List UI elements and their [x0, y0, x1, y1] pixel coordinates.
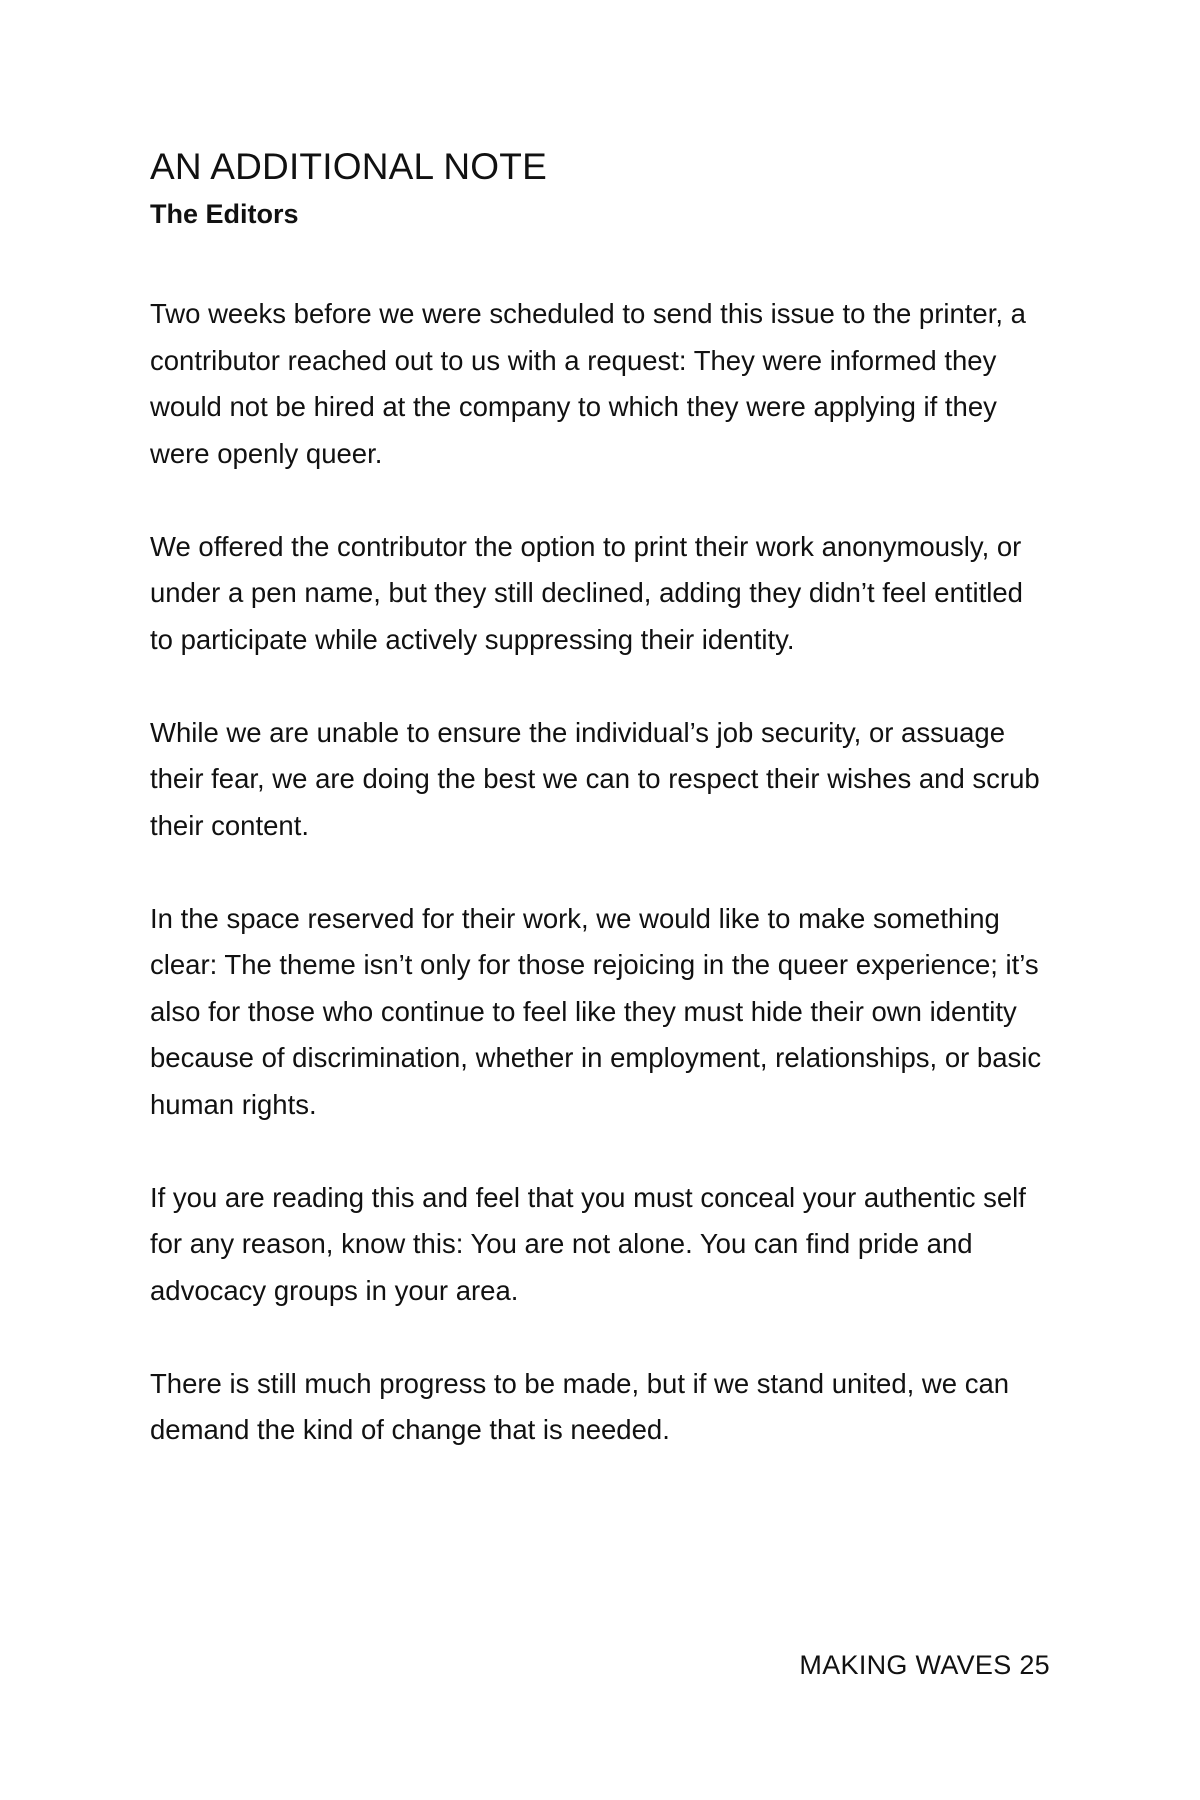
paragraph-4: In the space reserved for their work, we would like to make something clear: The theme isn’t only for those rejoicing in the queer experience; it’s also for those who continue to feel like they must hide their own identity because of discrimination, whether in employment, relationships, or basic human rights. — [150, 902, 1042, 1120]
article-byline: The Editors — [150, 199, 299, 229]
paragraph-3: While we are unable to ensure the individual’s job security, or assuage their fear, we are doing the best we can to respect their wishes and scrub their content. — [150, 716, 1040, 841]
publication-name: MAKING WAVES — [799, 1650, 1012, 1680]
paragraph-6: There is still much progress to be made, but if we stand united, we can demand the kind of change that is needed. — [150, 1367, 1010, 1445]
paragraph-5: If you are reading this and feel that you must conceal your authentic self for any reason, know this: You are not alone. You can find pride and advocacy groups in your area. — [150, 1181, 1026, 1306]
page-footer — [799, 1648, 1050, 1682]
article — [150, 145, 1050, 1500]
paragraph-1: Two weeks before we were scheduled to send this issue to the printer, a contributor reached out to us with a request: They were informed they would not be hired at the company to which they were applying if they were openly queer. — [150, 298, 1026, 469]
paragraph-2: We offered the contributor the option to print their work anonymously, or under a pen name, but they still declined, adding they didn’t feel entitled to participate while actively suppressing their identity. — [150, 530, 1023, 655]
article-body — [150, 291, 1050, 1454]
article-title: AN ADDITIONAL NOTE — [150, 146, 547, 187]
page-number: 25 — [1019, 1650, 1050, 1680]
